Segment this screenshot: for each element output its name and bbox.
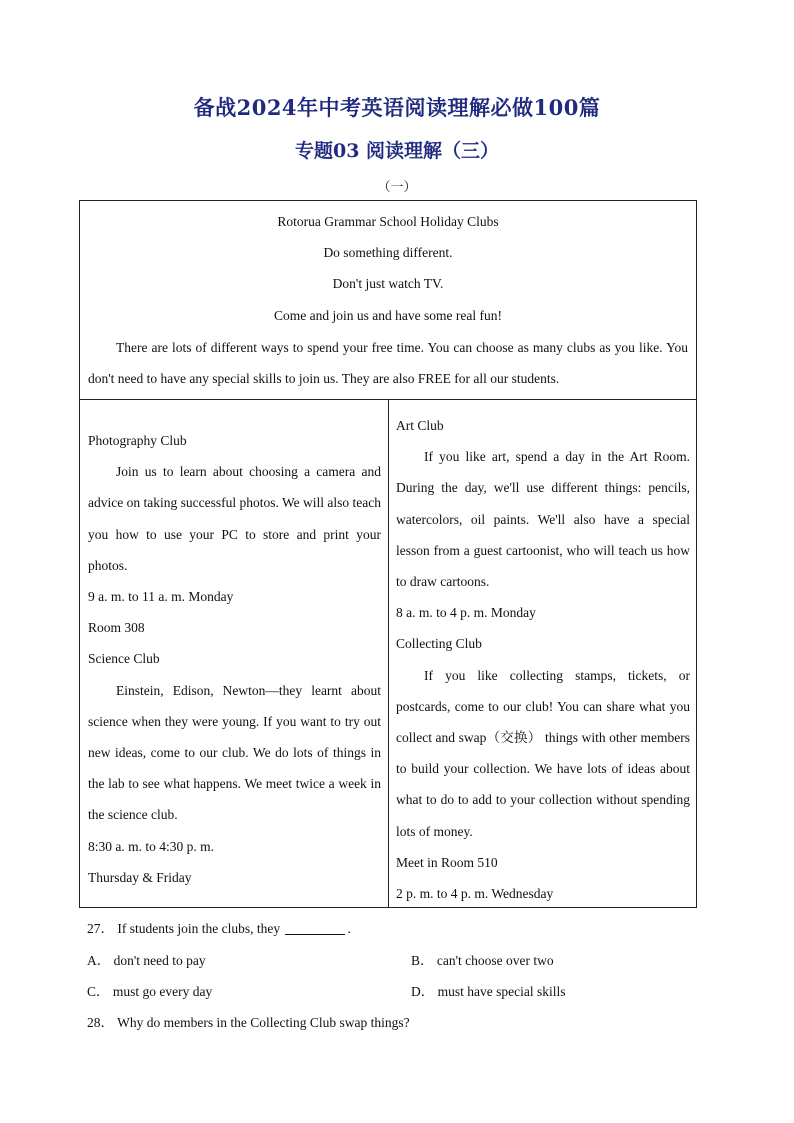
- collecting-club-time: 2 p. m. to 4 p. m. Wednesday: [396, 886, 554, 902]
- art-club-description: If you like art, spend a day in the Art Room. During the day, we'll use different things: pencils, watercolors, oil paints. We'll also have a special lesson from a guest cartoonist, who will teach us how to draw cartoons.: [396, 449, 690, 590]
- science-club-description: Einstein, Edison, Newton—they learnt about science when they were young. If you want to try out new ideas, come to our club. We do lots of things in the lab to see what happens. We meet twice a week in the science club.: [88, 682, 381, 823]
- option-c: C． must go every day: [87, 984, 213, 999]
- collecting-club-room: Meet in Room 510: [396, 854, 498, 870]
- art-club-title: Art Club: [396, 418, 444, 433]
- art-club-time: 8 a. m. to 4 p. m. Monday: [396, 605, 536, 621]
- notice-intro: There are lots of different ways to spend your free time. You can choose as many clubs as you like. You don't need to have any special skills to join us. They are also FREE for all our students.: [88, 340, 688, 386]
- photography-club-room: Room 308: [88, 620, 145, 636]
- science-club-title: Science Club: [88, 651, 160, 667]
- photography-club-description: Join us to learn about choosing a camera and advice on taking successful photos. We will also teach you how to use your PC to store and print your photos.: [88, 464, 381, 573]
- option-a: A． don't need to pay: [87, 953, 206, 968]
- option-b: B． can't choose over two: [411, 953, 554, 968]
- question-28: 28． Why do members in the Collecting Club swap things?: [87, 1015, 410, 1030]
- collecting-club-description: If you like collecting stamps, tickets, or postcards, come to our club! You can share what you collect and swap（交换） things with other members to build your collection. We have lots of ideas about what to do to add to your collection without spending lots of money.: [396, 667, 690, 839]
- document-title: 备战2024年中考英语阅读理解必做100篇: [193, 95, 601, 120]
- notice-heading: Rotorua Grammar School Holiday Clubs: [277, 214, 499, 229]
- question-27-stem: 27． If students join the clubs, they: [87, 921, 281, 936]
- notice-line-2: Don't just watch TV.: [332, 276, 444, 291]
- question-27: [87, 917, 351, 937]
- notice-cell: [80, 201, 696, 400]
- document-subtitle: 专题03 阅读理解（三）: [294, 140, 500, 162]
- section-number: （一）: [377, 180, 417, 195]
- left-club-column: [80, 400, 389, 907]
- science-club-time: 8:30 a. m. to 4:30 p. m.: [88, 838, 214, 854]
- photography-club-title: Photography Club: [88, 433, 187, 448]
- notice-line-3: Come and join us and have some real fun!: [274, 308, 502, 323]
- photography-club-time: 9 a. m. to 11 a. m. Monday: [88, 589, 234, 605]
- collecting-club-title: Collecting Club: [396, 636, 482, 652]
- science-club-days: Thursday & Friday: [88, 869, 192, 885]
- option-d: D． must have special skills: [411, 984, 566, 999]
- right-club-column: [389, 400, 696, 907]
- answer-blank: [285, 933, 345, 935]
- question-27-end: .: [347, 921, 351, 936]
- reading-passage-table: [79, 200, 697, 908]
- notice-line-1: Do something different.: [323, 245, 453, 260]
